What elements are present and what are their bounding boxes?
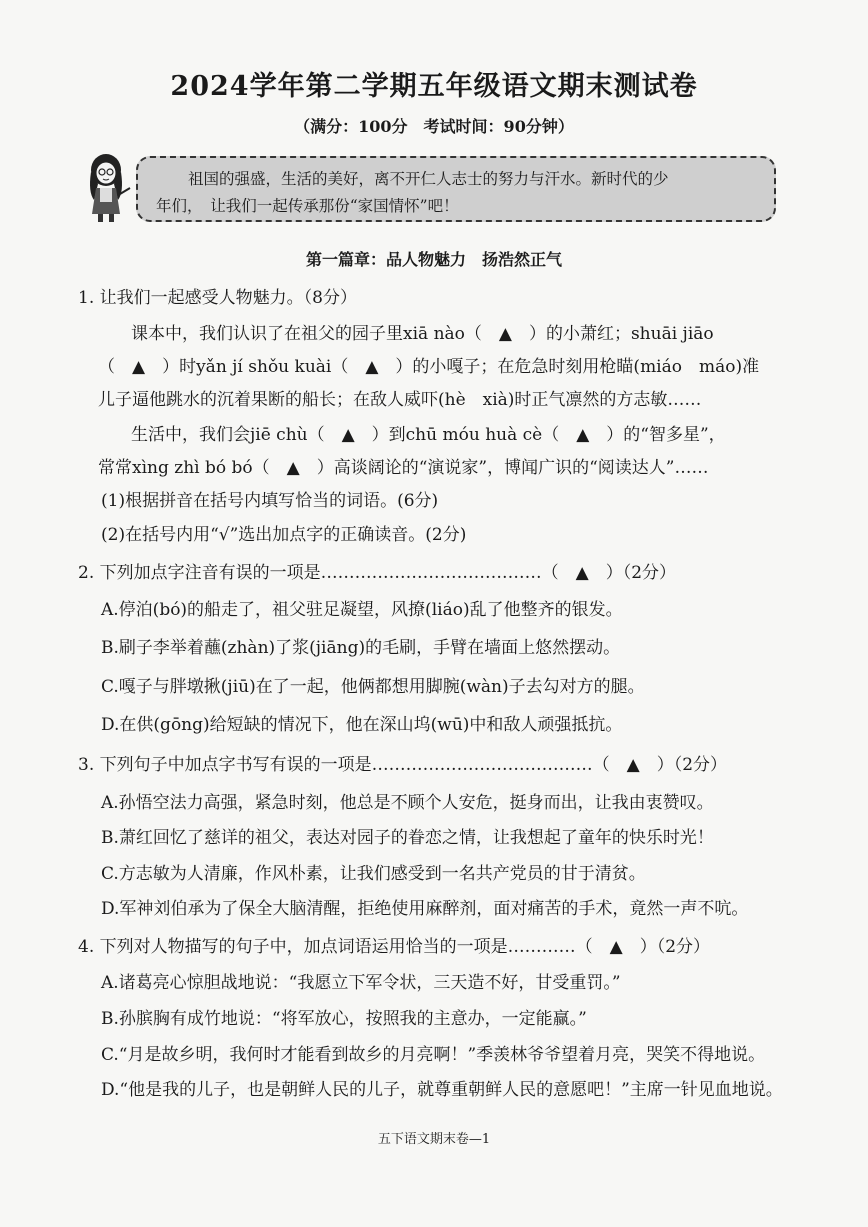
q4-option-c: C.“月是故乡明，我何时才能看到故乡的月亮啊！”季羡林爷爷望着月亮，哭笑不得地说。 <box>101 1045 766 1065</box>
q1-stem: 1. 让我们一起感受人物魅力。（8分） <box>78 288 357 308</box>
q1-para1-line1: 课本中，我们认识了在祖父的园子里xiā nào（ ▲ ）的小萧红；shuāi jiāo <box>131 324 714 344</box>
q3-option-d: D.军神刘伯承为了保全大脑清醒，拒绝使用麻醉剂，面对痛苦的手术，竟然一声不吭。 <box>101 899 749 919</box>
q1-para2-line1: 生活中，我们会jiē chù（ ▲ ）到chū móu huà cè（ ▲ ）的“智多星”， <box>131 425 726 445</box>
q1-para1-line3: 儿子逼他跳水的沉着果断的船长；在敌人威吓(hè xià)时正气凛然的方志敏…… <box>98 390 702 410</box>
q3-option-b: B.萧红回忆了慈详的祖父，表达对园子的眷恋之情，让我想起了童年的快乐时光！ <box>101 828 714 848</box>
intro-banner <box>136 156 776 222</box>
q2-stem: 2. 下列加点字注音有误的一项是…………………………………（ ▲ ）（2分） <box>78 563 677 583</box>
q1-subquestion-1: (1)根据拼音在括号内填写恰当的词语。(6分) <box>101 491 439 511</box>
intro-text-line-2: 年们， 让我们一起传承那份“家国情怀”吧！ <box>156 197 459 215</box>
q3-option-a: A.孙悟空法力高强，紧急时刻，他总是不顾个人安危，挺身而出，让我由衷赞叹。 <box>101 793 714 813</box>
q2-option-a: A.停泊(bó)的船走了，祖父驻足凝望，风撩(liáo)乱了他整齐的银发。 <box>101 600 623 620</box>
q2-option-c: C.嘎子与胖墩揪(jiū)在了一起，他俩都想用脚腕(wàn)子去勾对方的腿。 <box>101 677 645 697</box>
q1-subquestion-2: (2)在括号内用“√”选出加点字的正确读音。(2分) <box>101 525 467 545</box>
q3-stem: 3. 下列句子中加点字书写有误的一项是…………………………………（ ▲ ）（2分） <box>78 755 728 775</box>
chapter-heading: 第一篇章：品人物魅力 扬浩然正气 <box>305 250 562 269</box>
exam-info: （满分：100分 考试时间：90分钟） <box>294 117 574 136</box>
q1-para2-line2: 常常xìng zhì bó bó（ ▲ ）高谈阔论的“演说家”，博闻广识的“阅读达人”…… <box>98 458 709 478</box>
q2-option-b: B.刷子李举着蘸(zhàn)了浆(jiāng)的毛刷，手臂在墙面上悠然摆动。 <box>101 638 621 658</box>
q2-option-d: D.在供(gōng)给短缺的情况下，他在深山坞(wū)中和敌人顽强抵抗。 <box>101 715 623 735</box>
girl-illustration-icon <box>80 152 132 224</box>
q4-stem: 4. 下列对人物描写的句子中，加点词语运用恰当的一项是…………（ ▲ ）（2分） <box>78 937 711 957</box>
q4-option-a: A.诸葛亮心惊胆战地说：“我愿立下军令状，三天造不好，甘受重罚。” <box>101 973 621 993</box>
q1-para1-line2: （ ▲ ）时yǎn jí shǒu kuài（ ▲ ）的小嘎子；在危急时刻用枪瞄(miáo máo)准 <box>98 357 760 377</box>
q4-option-d: D.“他是我的儿子，也是朝鲜人民的儿子，就尊重朝鲜人民的意愿吧！”主席一针见血地说。 <box>101 1080 783 1100</box>
intro-text-line-1: 祖国的强盛，生活的美好，离不开仁人志士的努力与汗水。新时代的少 <box>188 170 669 188</box>
q3-option-c: C.方志敏为人清廉，作风朴素，让我们感受到一名共产党员的甘于清贫。 <box>101 864 646 884</box>
page-title: 2024学年第二学期五年级语文期末测试卷 <box>170 71 698 102</box>
q4-option-b: B.孙膑胸有成竹地说：“将军放心，按照我的主意办，一定能赢。” <box>101 1009 587 1029</box>
page-footer: 五下语文期末卷—1 <box>377 1132 491 1147</box>
